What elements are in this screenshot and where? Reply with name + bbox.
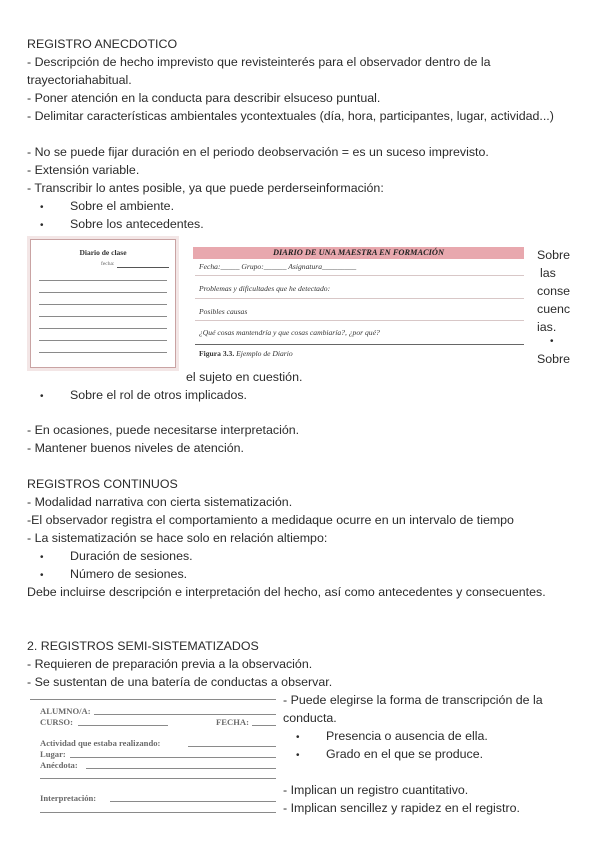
form-row: Fecha:_____ Grupo:______ Asignatura_________ [199,262,357,271]
paragraph: - Extensión variable. [27,163,140,177]
paragraph: - Poner atención en la conducta para describir elsuceso puntual. [27,91,381,105]
fecha-line [117,267,169,268]
bullet-icon: • [296,750,300,761]
bullet-icon: • [40,552,44,563]
form-label-anecdota: Anécdota: [40,760,78,770]
form-line [30,699,276,700]
writing-line [39,328,167,329]
form-label-curso: CURSO: [40,717,73,727]
ficha-registro-image [30,698,278,816]
list-item: • Sobre el rol de otros implicados. [40,386,247,406]
diario-title: Diario de clase [79,248,127,257]
form-line [70,757,276,758]
paragraph: - La sistematización se hace solo en relación altiempo: [27,531,328,545]
form-line [40,812,276,813]
diario-de-clase-image [30,239,176,368]
side-text: conse [537,284,571,298]
paragraph: - Implican un registro cuantitativo. [283,783,469,797]
paragraph: - Puede elegirse la forma de transcripción de la [283,693,543,707]
form-line [110,801,276,802]
paragraph: conducta. [283,711,337,725]
paragraph: Debe incluirse descripción e interpretación del hecho, así como antecedentes y consecuentes. [27,585,546,599]
bullet-icon: • [40,202,44,213]
form-row: Posibles causas [199,307,248,316]
form-line [252,725,276,726]
paragraph: - No se puede fijar duración en el periodo deobservación = es un suceso imprevisto. [27,145,489,159]
diario-maestra-image [183,239,529,366]
list-item: • Presencia o ausencia de ella. [296,727,488,747]
bullet-icon: • [550,336,554,347]
form-line [78,725,168,726]
form-row: Problemas y dificultades que he detectado: [199,284,331,293]
form-label-interpretacion: Interpretación: [40,793,97,803]
divider [195,298,524,299]
section-title-semi: 2. REGISTROS SEMI-SISTEMATIZADOS [27,639,259,653]
list-item: • Grado en el que se produce. [296,745,483,765]
divider [195,344,524,345]
writing-line [39,292,167,293]
writing-line [39,352,167,353]
side-text: ias. [537,320,557,334]
paragraph: -El observador registra el comportamiento a medidaque ocurre en un intervalo de tiempo [27,513,514,527]
paragraph: - Requieren de preparación previa a la observación. [27,657,313,671]
form-label-lugar: Lugar: [40,749,66,759]
paragraph: - Transcribir lo antes posible, ya que puede perderseinformación: [27,181,384,195]
writing-line [39,340,167,341]
paragraph: - Mantener buenos niveles de atención. [27,441,244,455]
writing-line [39,316,167,317]
divider [195,320,524,321]
paragraph: - Delimitar características ambientales ycontextuales (día, hora, participantes, lugar, actividad...) [27,109,554,123]
paragraph: - En ocasiones, puede necesitarse interpretación. [27,423,300,437]
writing-line [39,280,167,281]
side-text: las [540,266,556,280]
bullet-icon: • [40,220,44,231]
paragraph: - Implican sencillez y rapidez en el registro. [283,801,520,815]
figure-caption: Figura 3.3. Ejemplo de Diario [199,349,293,358]
form-line [86,768,276,769]
bullet-icon: • [40,570,44,581]
section-title-anecdotico: REGISTRO ANECDOTICO [27,37,178,51]
form-label-alumno: ALUMNO/A: [40,706,91,716]
list-item: • Duración de sesiones. [40,547,193,567]
paragraph: - Se sustentan de una batería de conductas a observar. [27,675,333,689]
form-line [188,746,276,747]
bullet-icon: • [40,391,44,402]
divider [195,275,524,276]
form-label-fecha: FECHA: [216,717,249,727]
paragraph: el sujeto en cuestión. [186,370,303,384]
diario-fecha-label: fecha: [101,261,115,267]
form-line [40,778,276,779]
writing-line [39,304,167,305]
section-title-continuos: REGISTROS CONTINUOS [27,477,178,491]
form-row: ¿Qué cosas mantendría y que cosas cambiaría?, ¿por qué? [199,328,380,337]
side-text: cuenc [537,302,571,316]
form-label-actividad: Actividad que estaba realizando: [40,738,161,748]
side-text: Sobre [537,352,571,366]
bullet-icon: • [296,732,300,743]
paragraph: - Descripción de hecho imprevisto que revisteinterés para el observador dentro de la trayectoriahabitual. [27,55,491,87]
side-text: Sobre [537,248,571,262]
form-line [94,714,276,715]
paragraph: - Modalidad narrativa con cierta sistematización. [27,495,293,509]
list-item: • Número de sesiones. [40,565,187,585]
diario-maestra-title: DIARIO DE UNA MAESTRA EN FORMACIÓN [272,248,445,257]
list-item: • Sobre los antecedentes. [40,215,204,235]
list-item: • Sobre el ambiente. [40,197,174,217]
